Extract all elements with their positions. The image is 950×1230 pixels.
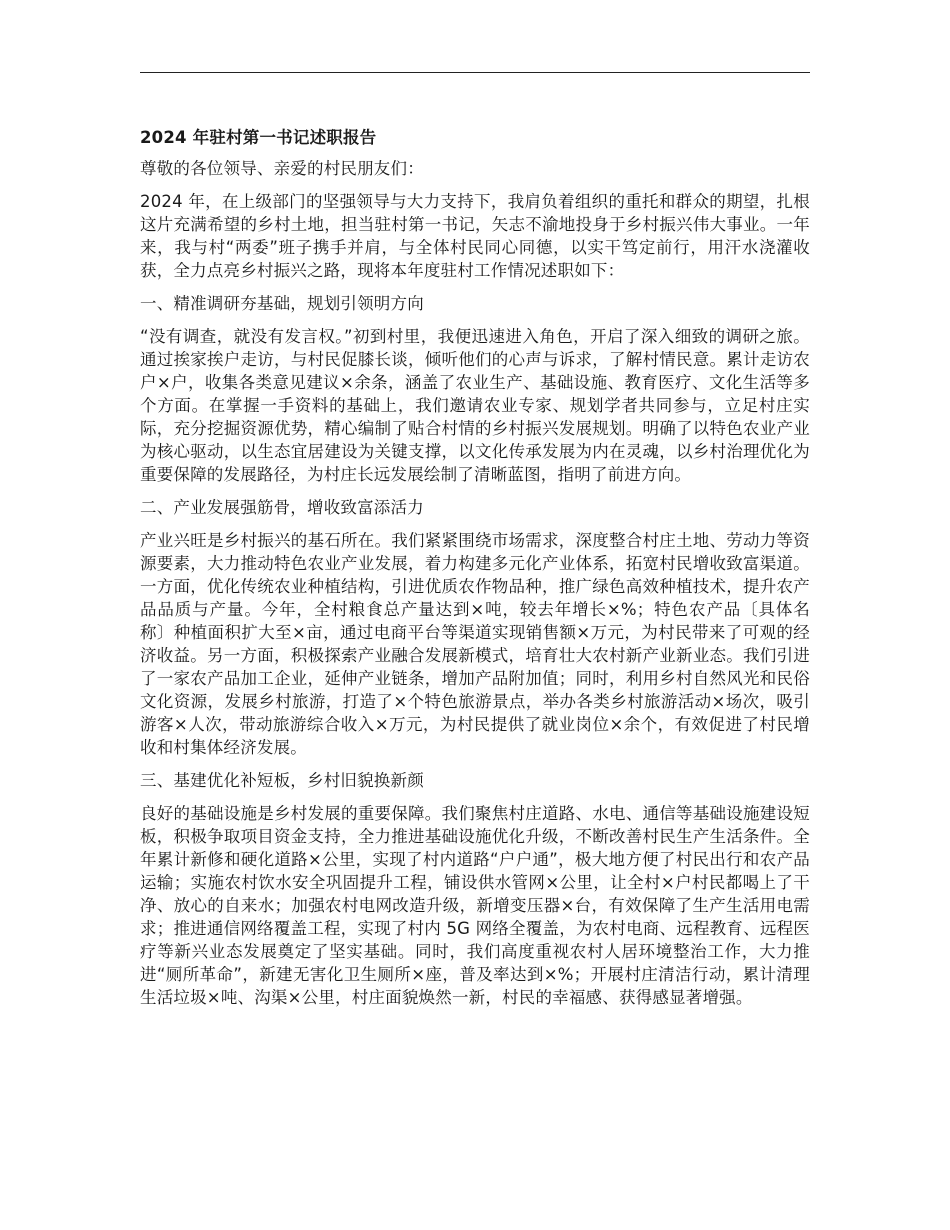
section-1-paragraph: “没有调查，就没有发言权。”初到村里，我便迅速进入角色，开启了深入细致的调研之旅。通过挨家挨户走访，与村民促膝长谈，倾听他们的心声与诉求，了解村情民意。累计走访农户×户，收集各类意见建议×余条，涵盖了农业生产、基础设施、教育医疗、文化生活等多个方面。在掌握一手资料的基础上，我们邀请农业专家、规划学者共同参与，立足村庄实际，充分挖掘资源优势，精心编制了贴合村情的乡村振兴发展规划。明确了以特色农业产业为核心驱动，以生态宜居建设为关键支撑，以文化传承发展为内在灵魂，以乡村治理优化为重要保障的发展路径，为村庄长远发展绘制了清晰蓝图，指明了前进方向。 (140, 327, 810, 484)
section-1-heading: 一、精准调研夯基础，规划引领明方向 (140, 294, 424, 313)
salutation: 尊敬的各位领导、亲爱的村民朋友们： (140, 159, 424, 178)
section-3-paragraph: 良好的基础设施是乡村发展的重要保障。我们聚焦村庄道路、水电、通信等基础设施建设短板，积极争取项目资金支持，全力推进基础设施优化升级，不断改善村民生产生活条件。全年累计新修和硬化道路×公里，实现了村内道路“户户通”，极大地方便了村民出行和农产品运输；实施农村饮水安全巩固提升工程，铺设供水管网×公里，让全村×户村民都喝上了干净、放心的自来水；加强农村电网改造升级，新增变压器×台，有效保障了生产生活用电需求；推进通信网络覆盖工程，实现了村内 5G 网络全覆盖，为农村电商、远程教育、远程医疗等新兴业态发展奠定了坚实基础。同时，我们高度重视农村人居环境整治工作，大力推进“厕所革命”，新建无害化卫生厕所×座，普及率达到×%；开展村庄清洁行动，累计清理生活垃圾×吨、沟渠×公里，村庄面貌焕然一新，村民的幸福感、获得感显著增强。 (140, 804, 810, 1007)
document-title: 2024 年驻村第一书记述职报告 (140, 128, 377, 147)
section-2-paragraph: 产业兴旺是乡村振兴的基石所在。我们紧紧围绕市场需求，深度整合村庄土地、劳动力等资源要素，大力推动特色农业产业发展，着力构建多元化产业体系，拓宽村民增收致富渠道。一方面，优化传统农业种植结构，引进优质农作物品种，推广绿色高效种植技术，提升农产品品质与产量。今年，全村粮食总产量达到×吨，较去年增长×%；特色农产品〔具体名称〕种植面积扩大至×亩，通过电商平台等渠道实现销售额×万元，为村民带来了可观的经济收益。另一方面，积极探索产业融合发展新模式，培育壮大农村新产业新业态。我们引进了一家农产品加工企业，延伸产业链条，增加产品附加值；同时，利用乡村自然风光和民俗文化资源，发展乡村旅游，打造了×个特色旅游景点，举办各类乡村旅游活动×场次，吸引游客×人次，带动旅游综合收入×万元，为村民提供了就业岗位×余个，有效促进了村民增收和村集体经济发展。 (140, 531, 810, 757)
document-body (140, 126, 810, 1019)
intro-paragraph: 2024 年，在上级部门的坚强领导与大力支持下，我肩负着组织的重托和群众的期望，扎根这片充满希望的乡村土地，担当驻村第一书记，矢志不渝地投身于乡村振兴伟大事业。一年来，我与村“两委”班子携手并肩，与全体村民同心同德，以实干笃定前行，用汗水浇灌收获，全力点亮乡村振兴之路，现将本年度驻村工作情况述职如下： (140, 192, 810, 280)
section-3-heading: 三、基建优化补短板，乡村旧貌换新颜 (140, 771, 424, 790)
header-rule (140, 72, 810, 73)
section-2-heading: 二、产业发展强筋骨，增收致富添活力 (140, 498, 424, 517)
